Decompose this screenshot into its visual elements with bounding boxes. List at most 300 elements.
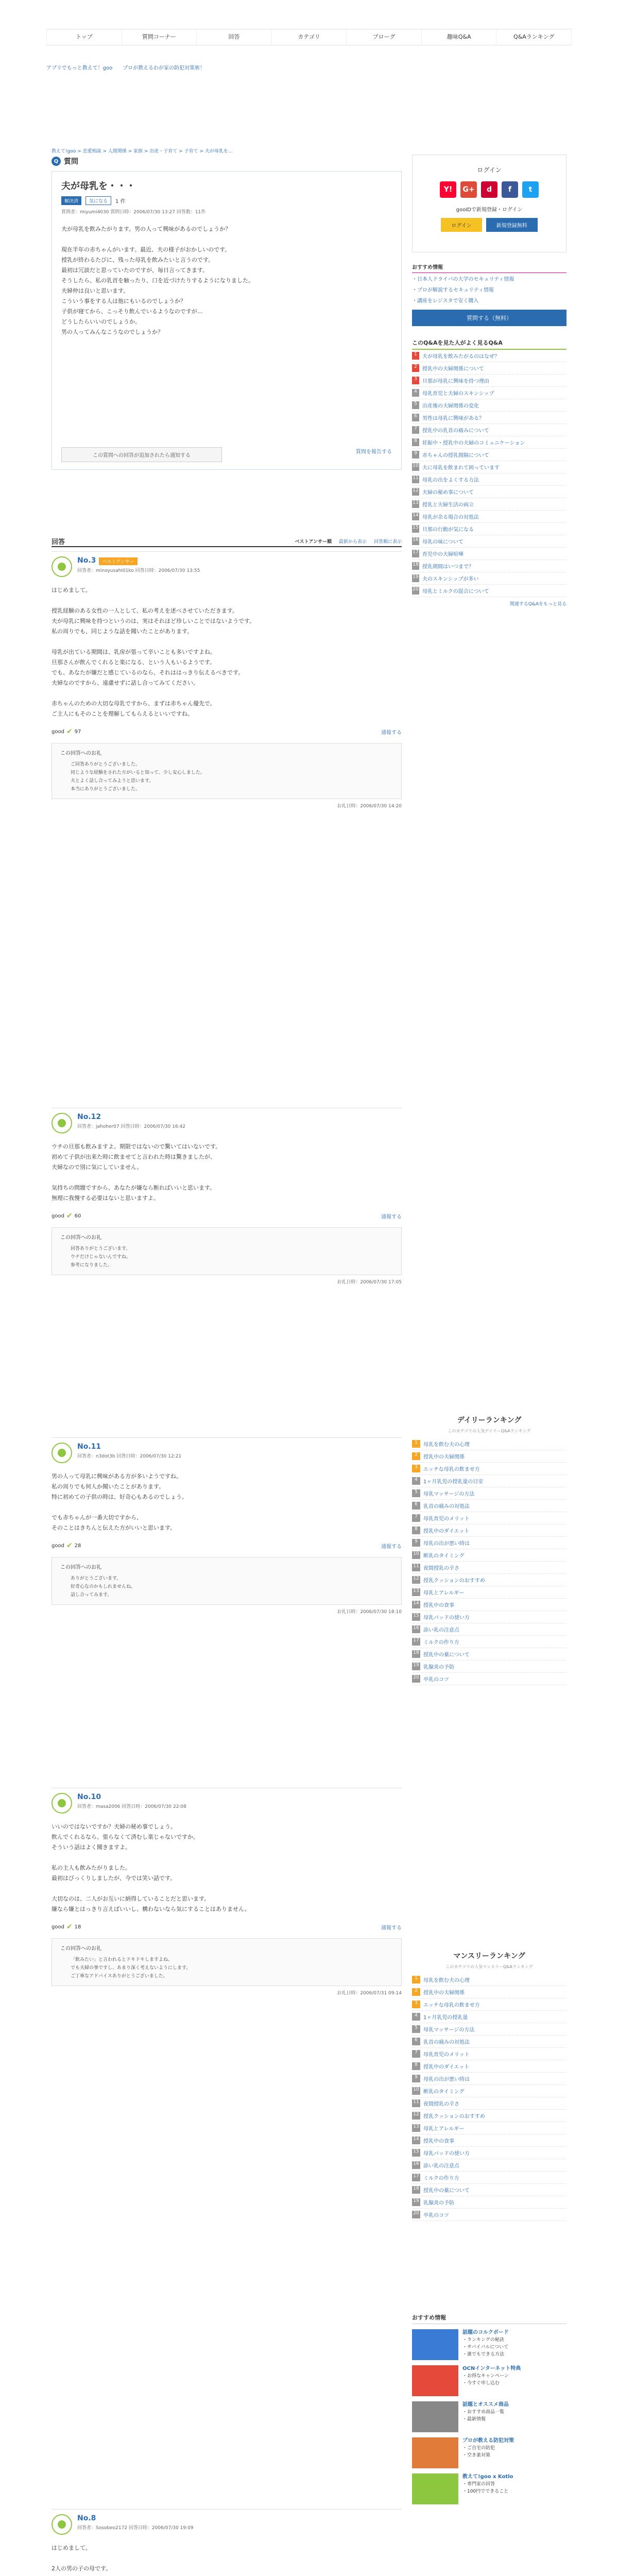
related-item[interactable] [412, 412, 566, 424]
ask-question-button[interactable]: 質問する（無料） [412, 310, 566, 326]
monthly-rank-item-text[interactable]: 母乳パッドの使い方 [423, 2151, 470, 2157]
promo-title[interactable]: プロが教える防犯対策 [462, 2438, 514, 2444]
related-item-text[interactable]: 母乳の出をよくする方法 [422, 478, 479, 483]
twitter-icon[interactable]: t [522, 181, 539, 198]
daily-rank-item[interactable] [412, 1537, 566, 1549]
nav-item[interactable]: ブローグ [347, 29, 422, 45]
daily-rank-item-text[interactable]: 添い乳の注意点 [423, 1628, 459, 1633]
thanks-date: お礼日時：2006/07/30 14:20 [337, 804, 402, 809]
related-item-rank: 1 [412, 352, 419, 360]
sort-newest[interactable]: 最新から表示 [338, 539, 367, 545]
daily-rank-item-text[interactable]: 乳首の痛みの対処法 [423, 1504, 470, 1510]
promo-item[interactable] [412, 2329, 566, 2360]
good-button[interactable] [52, 1923, 81, 1931]
related-item-text[interactable]: 妊娠中・授乳中の夫婦のコミュニケーション [422, 440, 525, 446]
related-item-text[interactable]: 夫のスキンシップが多い [422, 577, 479, 582]
promo-image[interactable] [412, 2437, 458, 2468]
daily-ranking-sub: このカテゴリの人気デイリーQ&Aランキング [448, 1429, 531, 1433]
related-more-link[interactable]: 関連するQ&Aをもっと見る [509, 602, 566, 607]
related-item-text[interactable]: 旦那が母乳に興味を持つ理由 [422, 379, 489, 384]
related-item-text[interactable]: 授乳期間はいつまで？ [422, 564, 474, 570]
nav-item[interactable]: 質問コーナー [122, 29, 197, 45]
google-icon[interactable]: G+ [460, 181, 477, 198]
report-answer-link[interactable]: 通報する [381, 1214, 402, 1220]
related-item-text[interactable]: 授乳と夫婦生活の両立 [422, 502, 474, 508]
thumb-icon: ✔ [66, 727, 73, 736]
good-count: 18 [74, 1924, 81, 1930]
promo-text [462, 2473, 513, 2504]
thanks-date: お礼日時：2006/07/31 09:14 [337, 1991, 402, 1996]
thanks-box [52, 1557, 402, 1605]
related-item-rank: 19 [412, 574, 419, 582]
answer-number: No.12 [77, 1113, 101, 1121]
daily-rank-item[interactable] [412, 1623, 566, 1636]
monthly-rank-item[interactable] [412, 2172, 566, 2184]
avatar[interactable] [52, 1113, 72, 1133]
daily-rank-item-text[interactable]: 授乳クッションのおすすめ [423, 1578, 485, 1584]
question-icon: Q [52, 157, 61, 166]
monthly-rank-item-rank: 13 [412, 2124, 420, 2132]
thanks-head: この回答へのお礼 [60, 1946, 101, 1952]
daily-rank-item-text[interactable]: 母乳パッドの使い方 [423, 1615, 470, 1621]
avatar[interactable] [52, 1443, 72, 1463]
daily-ranking-title: デイリーランキング [457, 1416, 522, 1425]
related-item[interactable] [412, 424, 566, 436]
thanks-body: 「飲みたい」と言われるとドキドキしますよね。 でも夫婦の事ですし、あまり深く考えないようにします。 ご丁寧なアドバイスありがとうございました。 [71, 1957, 191, 1979]
sort-best[interactable]: ベストアンサー順 [295, 539, 332, 545]
related-item[interactable] [412, 350, 566, 362]
related-item-text[interactable]: 育児中の夫婦喧嘩 [422, 552, 464, 557]
monthly-rank-item[interactable] [412, 2048, 566, 2060]
monthly-rank-item-text[interactable]: 母乳とアレルギー [423, 2126, 465, 2132]
promo-title[interactable]: 話題のコルクボード [462, 2330, 509, 2335]
daily-rank-item-rank: 2 [412, 1452, 420, 1460]
good-label: good [52, 728, 64, 735]
sort-oldest[interactable]: 回答順に表示 [373, 539, 402, 545]
promo-image[interactable] [412, 2365, 458, 2396]
answer-body: いいのではないですか？夫婦の秘め事でしょう。 飲んでくれるなら、張らなくて済むし楽じゃないですか。 そういう話はよく聞きますよ。 私の主人も飲みたがりました。 最初はびっくりしましたが、今では笑い話です。 大切なのは、二人がお互いに納得していることだと思います。 嫌なら嫌とはっきり言えばいいし、構わないなら気にすることはありません。 [52, 1823, 250, 1912]
promo-text [462, 2329, 509, 2360]
related-item-text[interactable]: 男性は母乳に興味がある？ [422, 416, 484, 421]
good-label: good [52, 1543, 64, 1549]
follow-count: 1 件 [115, 199, 126, 205]
daily-rank-item-text[interactable]: 母乳の出が悪い時は [423, 1541, 470, 1547]
question-box [52, 171, 402, 470]
nav-item[interactable]: Q&Aランキング [496, 29, 572, 45]
daily-rank-item[interactable] [412, 1463, 566, 1475]
promo-title[interactable]: OCNインターネット特典 [462, 2366, 521, 2371]
related-item[interactable] [412, 498, 566, 511]
thumb-icon: ✔ [66, 1212, 73, 1220]
daily-rank-item[interactable] [412, 1648, 566, 1660]
monthly-rank-item-rank: 2 [412, 1988, 420, 1996]
thanks-body: 回答ありがとうございます。 ウチだけじゃないんですね。 参考になりました。 [71, 1246, 131, 1268]
docomo-icon[interactable]: d [481, 181, 497, 198]
related-item-rank: 12 [412, 488, 419, 496]
monthly-rank-item-text[interactable]: 添い乳の注意点 [423, 2163, 459, 2169]
breadcrumb[interactable]: 教えて!goo > 恋愛相談 > 人間関係 > 家族 > 出産・子育て > 子育て > 夫が母乳を… [52, 149, 233, 154]
promo-item[interactable] [412, 2437, 566, 2468]
monthly-rank-item-text[interactable]: 母乳マッサージの方法 [423, 2027, 475, 2033]
report-answer-link[interactable]: 通報する [381, 730, 402, 736]
thanks-date: お礼日時：2006/07/30 17:05 [337, 1280, 402, 1285]
daily-rank-item-rank: 6 [412, 1502, 420, 1510]
daily-rank-item-rank: 13 [412, 1588, 420, 1596]
related-item[interactable] [412, 473, 566, 486]
monthly-rank-item[interactable] [412, 2023, 566, 2036]
promo-image[interactable] [412, 2473, 458, 2504]
question-label: 質問 [64, 158, 78, 166]
answer-meta: 回答者：n3dot3b 回答日時：2006/07/30 12:21 [77, 1454, 182, 1459]
related-item[interactable] [412, 399, 566, 412]
daily-rank-item-rank: 12 [412, 1576, 420, 1584]
related-item[interactable] [412, 548, 566, 560]
related-item-rank: 15 [412, 525, 419, 533]
promo-item[interactable] [412, 2365, 566, 2396]
daily-rank-item[interactable] [412, 1660, 566, 1673]
related-item[interactable] [412, 486, 566, 498]
monthly-ranking-sub: このカテゴリの人気マンスリーQ&Aランキング [445, 1964, 533, 1969]
daily-rank-item[interactable] [412, 1599, 566, 1611]
daily-rank-item[interactable] [412, 1636, 566, 1648]
monthly-rank-item[interactable] [412, 2147, 566, 2159]
daily-rank-item-rank: 10 [412, 1551, 420, 1559]
monthly-rank-item-rank: 12 [412, 2112, 420, 2120]
related-item[interactable] [412, 535, 566, 548]
question-meta: 質問者：miyumi4030 質問日時：2006/07/30 13:27 回答数：11件 [61, 210, 206, 215]
related-item[interactable] [412, 449, 566, 461]
answer-number: No.11 [77, 1443, 101, 1451]
related-item[interactable] [412, 362, 566, 375]
monthly-rank-item[interactable] [412, 2097, 566, 2110]
daily-rank-item-rank: 4 [412, 1477, 420, 1485]
promo-text [462, 2365, 521, 2396]
sub-nav [46, 61, 572, 73]
thanks-box [52, 1938, 402, 1986]
related-item-rank: 4 [412, 389, 419, 397]
daily-rank-item[interactable] [412, 1549, 566, 1562]
thanks-head: この回答へのお礼 [60, 1565, 101, 1570]
daily-rank-item-text[interactable]: 授乳中の夫婦関係 [423, 1454, 465, 1460]
monthly-rank-item[interactable] [412, 1974, 566, 1986]
login-box [412, 155, 566, 252]
monthly-rank-item[interactable] [412, 2122, 566, 2134]
answers-header [52, 536, 402, 547]
promo-item[interactable] [412, 2473, 566, 2504]
related-item-rank: 16 [412, 537, 419, 545]
monthly-rank-item-text[interactable]: 母乳の出が悪い時は [423, 2077, 470, 2082]
monthly-rank-item-rank: 20 [412, 2211, 420, 2218]
answer-item [52, 556, 402, 809]
thanks-body: ご回答ありがとうございました。 同じような経験をされた方がいると知って、少し安心しました。 夫とよく話し合ってみようと思います。 本当にありがとうございました。 [71, 762, 205, 792]
monthly-rank-item-text[interactable]: ミルクの作り方 [423, 2176, 459, 2181]
nav-item[interactable]: トップ [46, 29, 122, 45]
related-item-text[interactable]: 夫が母乳を飲みたがるのはなぜ？ [422, 354, 500, 360]
related-item-rank: 13 [412, 500, 419, 508]
monthly-rank-item-rank: 3 [412, 2001, 420, 2008]
monthly-ranking [412, 1947, 566, 2221]
daily-rank-item-text[interactable]: 授乳中のダイエット [423, 1529, 470, 1534]
answer-meta: 回答者：masa2006 回答日時：2006/07/30 22:08 [77, 1804, 186, 1809]
related-item-text[interactable]: 出産後の夫婦関係の変化 [422, 403, 479, 409]
daily-rank-item-rank: 14 [412, 1601, 420, 1608]
daily-rank-item-rank: 3 [412, 1465, 420, 1472]
daily-rank-item-rank: 19 [412, 1663, 420, 1670]
related-item[interactable] [412, 461, 566, 473]
good-button[interactable] [52, 1212, 81, 1220]
related-item[interactable] [412, 375, 566, 387]
monthly-rank-item-rank: 15 [412, 2149, 420, 2157]
monthly-rank-item-text[interactable]: 授乳中の夫婦関係 [423, 1990, 465, 1996]
related-item-text[interactable]: 夫婦の秘め事について [422, 490, 474, 496]
recommended-item[interactable]: ・講座をレジスタで安く購入 [412, 298, 479, 304]
daily-rank-item-text[interactable]: 授乳中の薬について [423, 1652, 470, 1658]
monthly-rank-item-text[interactable]: エッチな母乳の飲ませ方 [423, 2003, 480, 2008]
daily-rank-item[interactable] [412, 1450, 566, 1463]
promo-desc: ・お得なキャンペーン ・今すぐ申し込む [462, 2374, 509, 2386]
promo-desc: ・ご自宅の防犯 ・空き巣対策 [462, 2446, 495, 2458]
monthly-rank-item[interactable] [412, 2110, 566, 2122]
nav-item[interactable]: 回答 [197, 29, 272, 45]
monthly-rank-item[interactable] [412, 2085, 566, 2097]
daily-rank-item[interactable] [412, 1562, 566, 1574]
daily-rank-item-text[interactable]: 断乳のタイミング [423, 1553, 465, 1559]
monthly-ranking-title: マンスリーランキング [453, 1952, 525, 1960]
answers-title: 回答 [52, 538, 65, 546]
daily-rank-item-text[interactable]: エッチな母乳の飲ませ方 [423, 1467, 480, 1472]
daily-rank-item-rank: 8 [412, 1527, 420, 1534]
monthly-rank-item-rank: 5 [412, 2025, 420, 2033]
monthly-rank-item[interactable] [412, 1986, 566, 1998]
daily-rank-item-text[interactable]: 卒乳のコツ [423, 1677, 449, 1683]
monthly-rank-item-text[interactable]: 断乳のタイミング [423, 2089, 465, 2095]
promo-title[interactable]: 話題とオススメ商品 [462, 2402, 509, 2408]
answer-divider [52, 551, 402, 552]
related-head: このQ&Aを見た人がよく見るQ&A [412, 336, 566, 350]
thanks-date: お礼日時：2006/07/30 18:10 [337, 1609, 402, 1615]
promo-text [462, 2437, 514, 2468]
related-item-text[interactable]: 赤ちゃんの授乳間隔について [422, 453, 489, 459]
monthly-rank-item-text[interactable]: 夜間授乳の辛さ [423, 2102, 459, 2107]
related-item-text[interactable]: 授乳中の夫婦関係について [422, 366, 484, 372]
daily-rank-item-text[interactable]: 母乳とアレルギー [423, 1590, 465, 1596]
daily-rank-item[interactable] [412, 1574, 566, 1586]
facebook-icon[interactable]: f [502, 181, 518, 198]
question-section [52, 155, 402, 470]
monthly-rank-item-rank: 18 [412, 2186, 420, 2194]
related-item-rank: 11 [412, 476, 419, 483]
monthly-rank-item[interactable] [412, 2060, 566, 2073]
register-button[interactable]: 新規登録無料 [486, 218, 538, 232]
best-answer-badge: ベストアンサー [99, 557, 137, 565]
monthly-rank-item-text[interactable]: 母乳を飲む夫の心理 [423, 1978, 470, 1984]
related-item-text[interactable]: 旦那の行動が気になる [422, 527, 474, 533]
answer-divider [52, 1437, 402, 1438]
daily-rank-item[interactable] [412, 1475, 566, 1487]
related-item-rank: 6 [412, 414, 419, 421]
monthly-rank-item[interactable] [412, 2073, 566, 2085]
answer-meta: 回答者：jahoher07 回答日時：2006/07/30 16:42 [77, 1124, 186, 1129]
sidebar [412, 155, 566, 607]
report-question-link[interactable]: 質問を報告する [356, 449, 392, 455]
daily-rank-item-text[interactable]: 1ヶ月乳児の授乳量の目安 [423, 1479, 484, 1485]
related-item-text[interactable]: 母乳の味について [422, 539, 464, 545]
daily-rank-item[interactable] [412, 1673, 566, 1685]
related-item-text[interactable]: 母乳が余る場合の対処法 [422, 515, 479, 520]
monthly-rank-item-text[interactable]: 授乳中のダイエット [423, 2064, 470, 2070]
monthly-rank-item-text[interactable]: 母乳育児のメリット [423, 2052, 470, 2058]
monthly-rank-item-text[interactable]: 卒乳のコツ [423, 2213, 449, 2218]
monthly-rank-item[interactable] [412, 2196, 566, 2209]
follow-button[interactable]: 気になる [85, 196, 111, 205]
question-title: 夫が母乳を・・・ [61, 181, 135, 192]
related-item-rank: 14 [412, 513, 419, 520]
security-link[interactable]: プロが教えるわが家の防犯対策術！ [123, 65, 205, 71]
promo-text [462, 2401, 509, 2432]
related-item[interactable] [412, 523, 566, 535]
daily-rank-item[interactable] [412, 1586, 566, 1599]
daily-rank-item[interactable] [412, 1438, 566, 1450]
monthly-rank-item-rank: 19 [412, 2198, 420, 2206]
promo-image[interactable] [412, 2401, 458, 2432]
monthly-rank-item[interactable] [412, 1998, 566, 2011]
good-button[interactable] [52, 1541, 81, 1550]
daily-rank-item-text[interactable]: 乳腺炎の予防 [423, 1665, 454, 1670]
daily-rank-item-rank: 20 [412, 1675, 420, 1683]
login-title: ログイン [477, 166, 502, 174]
monthly-rank-item[interactable] [412, 2011, 566, 2023]
monthly-rank-item-text[interactable]: 授乳クッションのおすすめ [423, 2114, 485, 2120]
thanks-body: ありがとうございます。 好奇心なのかもしれませんね。 話し合ってみます。 [71, 1576, 136, 1598]
related-item-rank: 7 [412, 426, 419, 434]
related-item[interactable] [412, 387, 566, 399]
answer-body: はじめまして。 授乳経験のある女性の一人として、私の考えを述べさせていただきます。 夫が母乳に興味を持つというのは、実はそれほど珍しいことではないようです。 私の周りでも、同じような話を聞いたことがあります。 母乳が出ている期間は、乳房が張って辛いことも多いですよね。 旦那さんが飲んでくれると楽になる、という人もいるようです。 でも、あなたが嫌だと感じているのなら、それははっきり伝えるべきです。 夫婦なのですから、遠慮せずに話し合ってみてください。 赤ちゃんのための大切な母乳ですから、まずは赤ちゃん優先で。 ご主人にもそのことを理解してもらえるといいですね。 [52, 587, 255, 717]
good-count: 60 [74, 1213, 81, 1219]
daily-ranking [412, 1412, 566, 1685]
avatar[interactable] [52, 556, 72, 577]
recommended-list [412, 261, 566, 326]
daily-rank-item-text[interactable]: 母乳育児のメリット [423, 1516, 470, 1522]
recommended-item[interactable]: ・日本人ドライバの大学のセキュリティ情報 [412, 277, 514, 282]
related-item-text[interactable]: 授乳中の乳首の痛みについて [422, 428, 489, 434]
monthly-rank-item[interactable] [412, 2209, 566, 2221]
notify-button[interactable]: この質問への回答が追加されたら通知する [61, 447, 222, 462]
monthly-rank-item-rank: 14 [412, 2137, 420, 2144]
recommended-head: おすすめ情報 [412, 261, 566, 273]
monthly-rank-item-text[interactable]: 授乳中の食事 [423, 2139, 454, 2144]
daily-rank-item[interactable] [412, 1512, 566, 1524]
report-answer-link[interactable]: 通報する [381, 1544, 402, 1550]
daily-rank-item-text[interactable]: ミルクの作り方 [423, 1640, 459, 1646]
monthly-rank-item-text[interactable]: 乳首の痛みの対処法 [423, 2040, 470, 2045]
good-button[interactable] [52, 727, 81, 736]
promo-desc: ・ランキングの秘訣 ・サバイバルについて ・誰でもできる方法 [462, 2337, 509, 2357]
related-item-rank: 8 [412, 438, 419, 446]
login-button[interactable]: ログイン [441, 218, 482, 232]
related-item[interactable] [412, 436, 566, 449]
daily-rank-item-rank: 17 [412, 1638, 420, 1646]
good-label: good [52, 1213, 64, 1219]
monthly-rank-item[interactable] [412, 2159, 566, 2172]
daily-rank-item-text[interactable]: 母乳を飲む夫の心理 [423, 1442, 470, 1448]
monthly-rank-item[interactable] [412, 2036, 566, 2048]
monthly-rank-item-text[interactable]: 1ヶ月乳児の授乳量 [423, 2015, 468, 2021]
good-count: 97 [74, 728, 81, 735]
monthly-rank-item-rank: 10 [412, 2087, 420, 2095]
monthly-rank-item[interactable] [412, 2184, 566, 2196]
daily-rank-item-rank: 1 [412, 1440, 420, 1448]
answer-body: ウチの旦那も飲みますよ。期限ではないので驚いてはいないです。 初めて子供が出来た時に飲ませてと言われた時は驚きましたが、 夫婦なので別に気にしていません。 気持ちの問題ですから、あなたが嫌なら断ればいいと思います。 無理に我慢する必要はないと思いますよ。 [52, 1143, 221, 1201]
nav-item[interactable]: 趣味Q&A [422, 29, 497, 45]
related-item[interactable] [412, 572, 566, 585]
monthly-rank-item-rank: 8 [412, 2062, 420, 2070]
monthly-rank-item-text[interactable]: 乳腺炎の予防 [423, 2200, 454, 2206]
monthly-rank-item-rank: 6 [412, 2038, 420, 2045]
thanks-box [52, 743, 402, 799]
avatar[interactable] [52, 1793, 72, 1814]
answer-item [52, 1443, 402, 1615]
report-answer-link[interactable]: 通報する [381, 1925, 402, 1931]
daily-rank-item[interactable] [412, 1500, 566, 1512]
promo-image[interactable] [412, 2329, 458, 2360]
answer-number: No.8 [77, 2514, 96, 2522]
answer-body: 男の人って母乳に興味がある方が多いようですね。 私の周りでも何人か聞いたことがあります。 特に初めての子供の時は、好奇心もあるのでしょう。 でも赤ちゃんが一番大切ですから、 そのことはきちんと伝えた方がいいと思います。 [52, 1473, 187, 1531]
monthly-rank-item-text[interactable]: 授乳中の薬について [423, 2188, 470, 2194]
avatar[interactable] [52, 2514, 72, 2535]
related-item-rank: 5 [412, 401, 419, 409]
promo-item[interactable] [412, 2401, 566, 2432]
promo-desc: ・おすすめ商品一覧 ・最新情報 [462, 2410, 505, 2422]
daily-rank-item-rank: 11 [412, 1564, 420, 1571]
thumb-icon: ✔ [66, 1923, 73, 1931]
answer-meta: 回答者：minoyusahi01ko 回答日時：2006/07/30 13:55 [77, 568, 200, 573]
related-item[interactable] [412, 560, 566, 572]
question-body: 夫が母乳を飲みたがります。男の人って興味があるのでしょうか？ 現在半年の赤ちゃんがいます。最近、夫の様子がおかしいのです。 授乳が終わるたびに、残った母乳を飲みたいと言うのです。 最初は冗談だと思っていたのですが、毎日言ってきます。 そうしたら、私の乳首を触ったり、口を近づけたりするようになりました。 夫婦仲は良いと思います。 こういう事をする人は他にもいるのでしょうか？ 子供が寝てから、こっそり飲んでいるようなのですが… どうしたらいいのでしょうか。 男の人ってみんなこうなのでしょうか？ [61, 226, 254, 335]
related-item-text[interactable]: 夫に母乳を飲まれて困っています [422, 465, 500, 471]
daily-rank-item[interactable] [412, 1487, 566, 1500]
thanks-head: この回答へのお礼 [60, 751, 101, 756]
thumb-icon: ✔ [66, 1541, 73, 1550]
monthly-rank-item-rank: 17 [412, 2174, 420, 2181]
related-item-text[interactable]: 母乳とミルクの混合について [422, 589, 489, 595]
daily-rank-item-rank: 16 [412, 1625, 420, 1633]
related-item-text[interactable]: 母乳育児と夫婦のスキンシップ [422, 391, 494, 397]
promo-section [412, 2313, 566, 2504]
monthly-rank-item[interactable] [412, 2134, 566, 2147]
daily-rank-item[interactable] [412, 1524, 566, 1537]
related-item[interactable] [412, 511, 566, 523]
related-item-rank: 9 [412, 451, 419, 459]
recommended-item[interactable]: ・プロが解説するセキュリティ情報 [412, 287, 494, 293]
daily-rank-item-text[interactable]: 授乳中の食事 [423, 1603, 454, 1608]
daily-rank-item-text[interactable]: 夜間授乳の辛さ [423, 1566, 459, 1571]
monthly-rank-item-rank: 7 [412, 2050, 420, 2058]
promo-title[interactable]: 教えて!goo x Kotlo [462, 2474, 513, 2480]
app-link[interactable]: アプリでもっと教えて！goo [46, 65, 113, 71]
monthly-rank-item-rank: 1 [412, 1976, 420, 1984]
daily-rank-item-text[interactable]: 母乳マッサージの方法 [423, 1492, 475, 1497]
answer-meta: 回答者：Sosobeo2172 回答日時：2006/07/30 19:09 [77, 2526, 194, 2531]
related-item[interactable] [412, 585, 566, 597]
yahoo-icon[interactable]: Y! [440, 181, 456, 198]
monthly-rank-item-rank: 11 [412, 2099, 420, 2107]
good-label: good [52, 1924, 64, 1930]
promo-desc: ・専門家の回答 ・100円でできること [462, 2482, 509, 2494]
answer-body: はじめまして。 2人の男の子の母です。 [52, 2545, 112, 2572]
nav-item[interactable]: カテゴリ [272, 29, 347, 45]
daily-rank-item[interactable] [412, 1611, 566, 1623]
daily-rank-item-rank: 5 [412, 1489, 420, 1497]
